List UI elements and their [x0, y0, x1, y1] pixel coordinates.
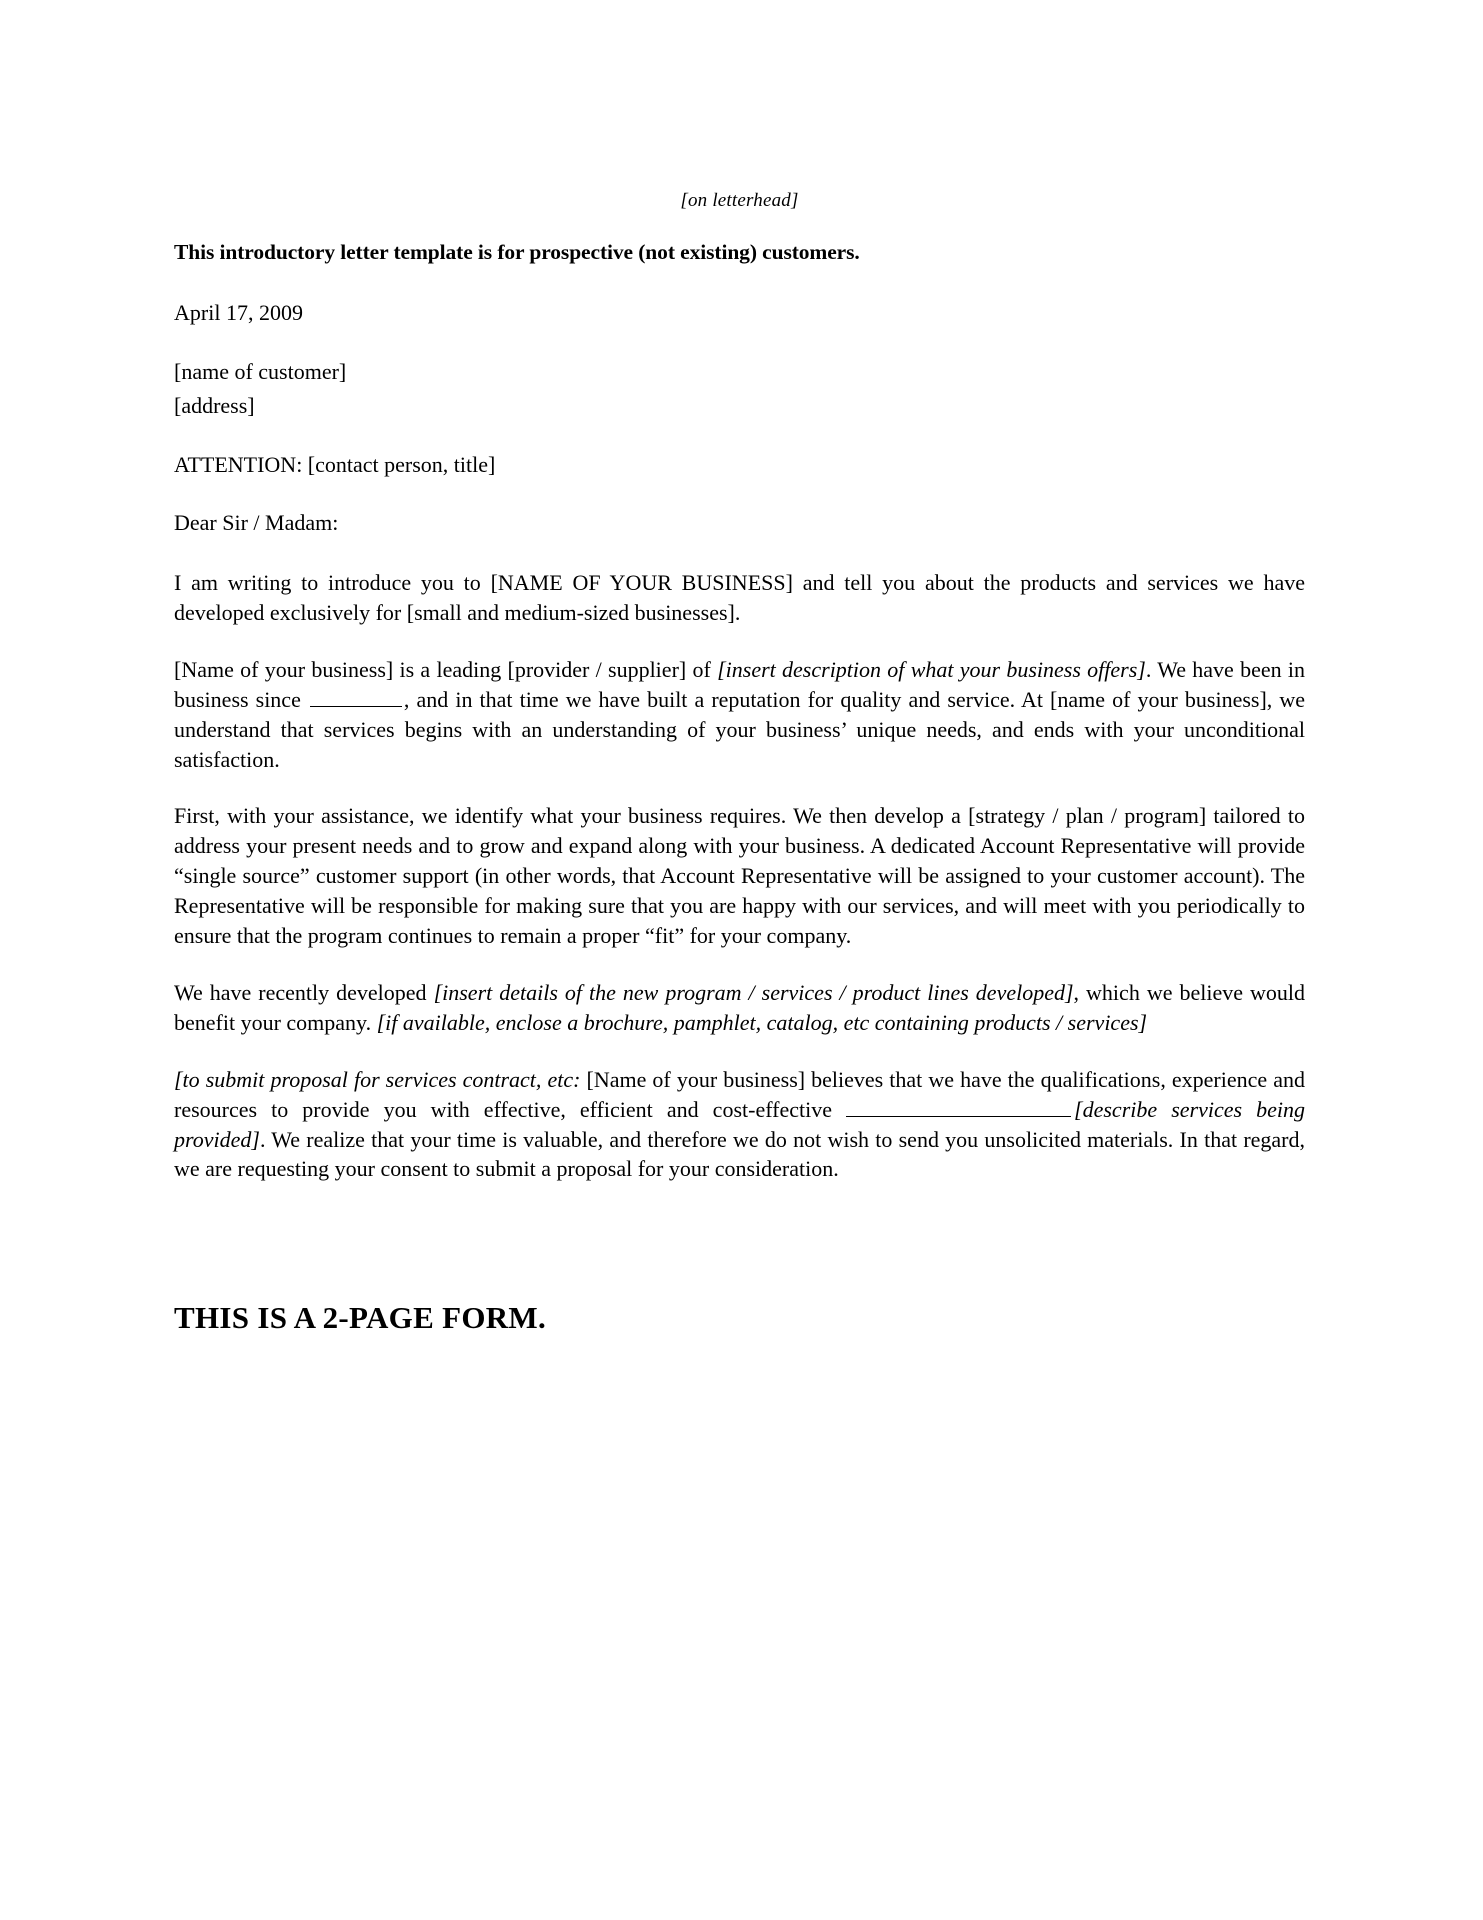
fill-in-blank-services[interactable] [846, 1097, 1071, 1117]
paragraph-4-italic-1: [insert details of the new program / services / product lines developed] [433, 979, 1074, 1005]
recipient-block [174, 358, 1305, 421]
template-subject-line: This introductory letter template is for prospective (not existing) customers. [174, 240, 860, 264]
recipient-address: [address] [174, 393, 255, 419]
paragraph-4-italic-2: [if available, enclose a brochure, pamphlet, catalog, etc containing products / services] [376, 1009, 1148, 1035]
paragraph-5-part-a: [Name of your business] believes that we have the qualifications, experience and resources to provide you with effective, efficient and cost-effective [174, 1066, 1305, 1122]
attention-line: ATTENTION: [contact person, title] [174, 451, 496, 477]
paragraph-2 [174, 655, 1305, 775]
paragraph-2-part-b: . We have been in business since [174, 656, 1305, 712]
paragraph-4 [174, 978, 1305, 1038]
paragraph-5-italic-1: [to submit proposal for services contract, etc: [174, 1066, 581, 1092]
paragraph-5-part-b: . We realize that your time is valuable, and therefore we do not wish to send you unsolicited materials. In that regard, we are requesting your consent to submit a proposal for your consideration. [174, 1126, 1305, 1182]
paragraph-2-italic-1: [insert description of what your business offers] [717, 656, 1146, 682]
salutation: Dear Sir / Madam: [174, 510, 339, 536]
attention-block [174, 451, 1305, 480]
paragraph-5-italic-2: [describe services being provided] [174, 1096, 1305, 1152]
letterhead-note: [on letterhead] [680, 190, 799, 211]
paragraph-2-part-c: , and in that time we have built a reputation for quality and service. At [name of your business], we understand that services begins with an understanding of your business’ unique needs, and ends with your unconditional satisfaction. [174, 686, 1306, 772]
fill-in-blank-since[interactable] [310, 687, 402, 707]
letter-date: April 17, 2009 [174, 300, 303, 325]
paragraph-3: First, with your assistance, we identify what your business requires. We then develop a [strategy / plan / program] tailored to address your present needs and to grow and expand along with your business. A dedicated Account Representative will provide “single source” customer support (in other words, that Account Representative will be assigned to your customer account). The Representative will be responsible for making sure that you are happy with our services, and will meet with you periodically to ensure that the program continues to remain a proper “fit” for your company. [174, 803, 1305, 949]
paragraph-1: I am writing to introduce you to [NAME OF YOUR BUSINESS] and tell you about the products and services we have developed exclusively for [small and medium-sized businesses]. [174, 569, 1305, 625]
page-count-note: THIS IS A 2-PAGE FORM. [174, 1300, 547, 1335]
paragraph-2-part-a: [Name of your business] is a leading [provider / supplier] of [174, 656, 718, 682]
letter-body [174, 190, 1305, 1211]
recipient-name: [name of customer] [174, 358, 347, 384]
salutation-block [174, 509, 1305, 538]
paragraph-4-part-a: We have recently developed [174, 979, 434, 1005]
date-block [174, 299, 1305, 328]
paragraph-4-part-b: , which we believe would benefit your company. [174, 979, 1305, 1035]
paragraph-5 [174, 1065, 1305, 1185]
